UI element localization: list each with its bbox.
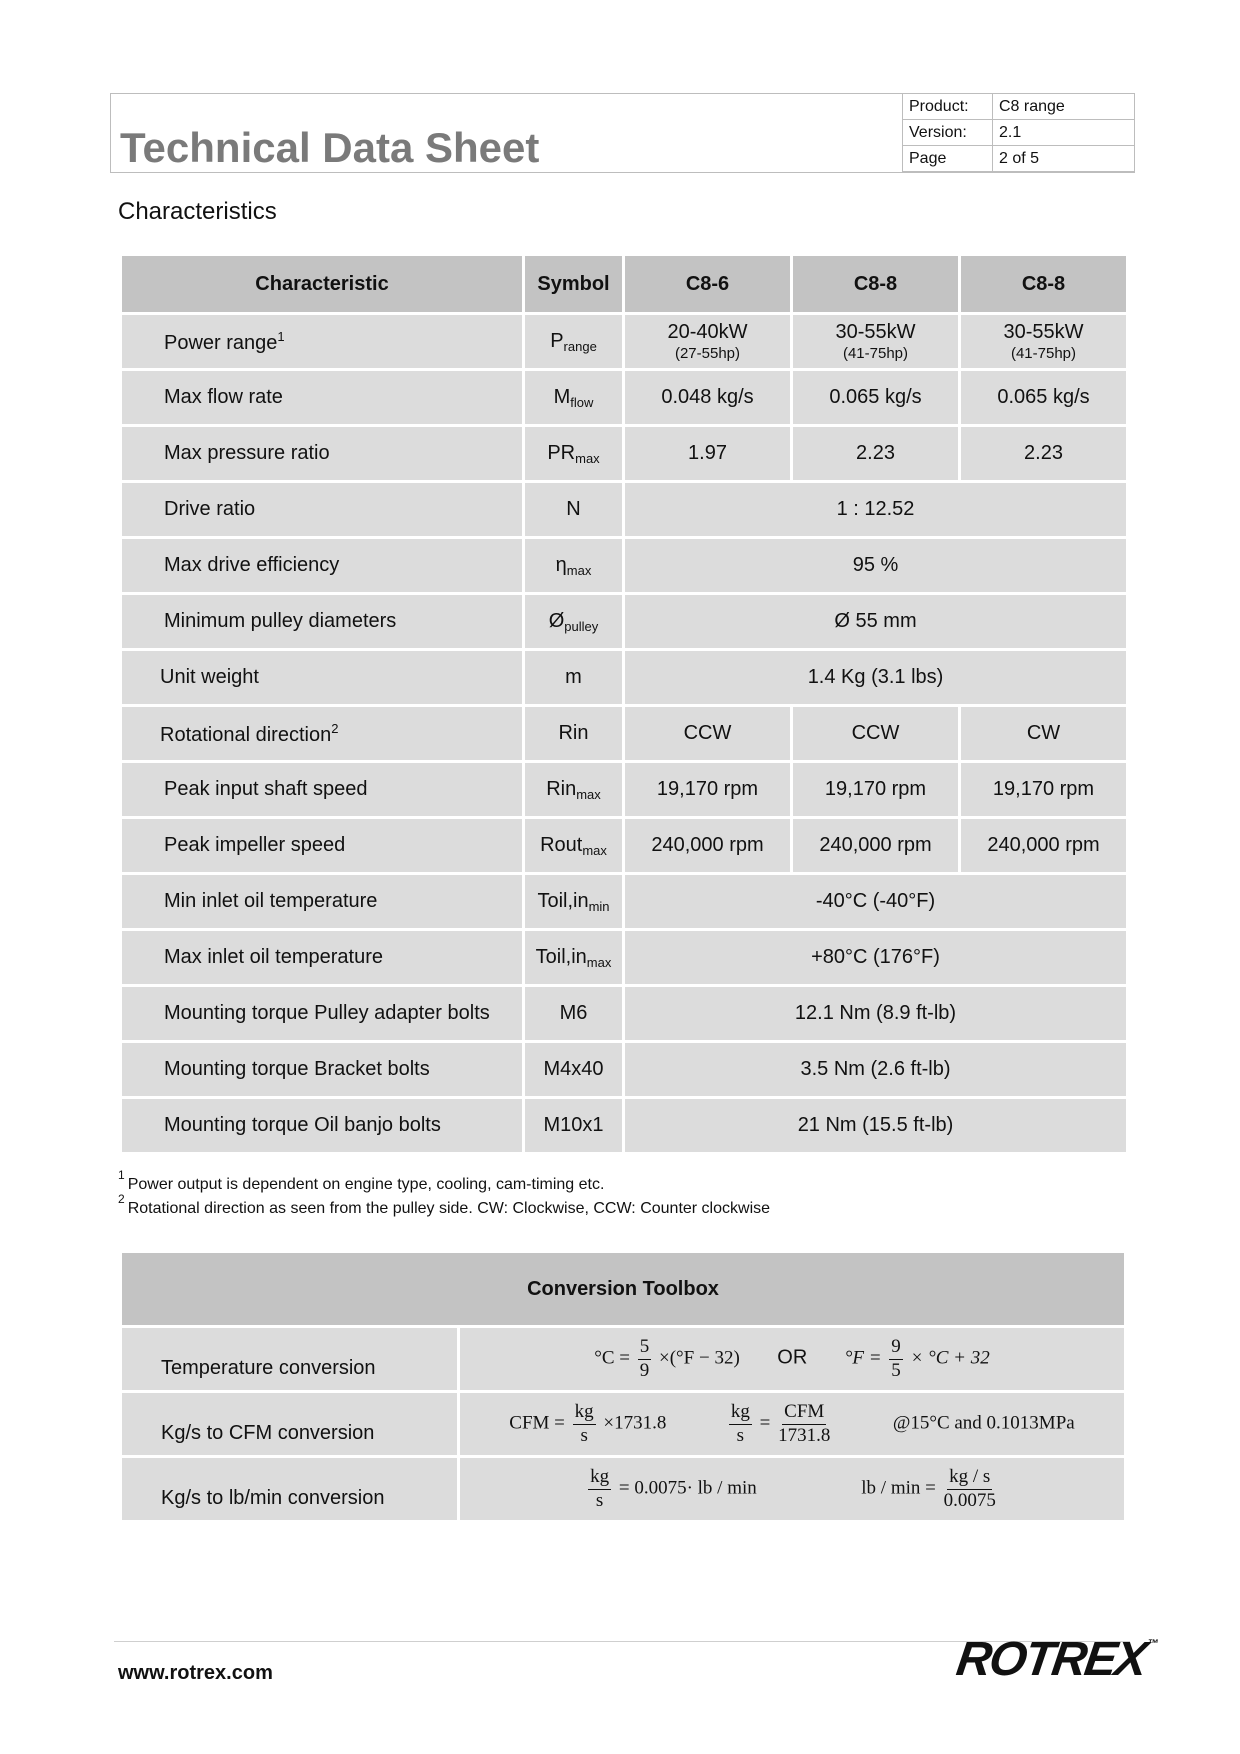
column-header-symbol: Symbol [525, 256, 622, 312]
info-value: 2.1 [993, 120, 1135, 146]
row-value: 95 % [625, 539, 1126, 592]
row-value: 20-40kW (27-55hp) [625, 315, 790, 368]
characteristics-table [119, 253, 1129, 1155]
row-value: +80°C (176°F) [625, 931, 1126, 984]
row-value: 19,170 rpm [793, 763, 958, 816]
conversion-label: Kg/s to CFM conversion [122, 1393, 457, 1455]
row-label: Min inlet oil temperature [122, 875, 522, 928]
table-row-minimum-pulley-diameters [122, 595, 1126, 648]
row-value: 30-55kW (41-75hp) [961, 315, 1126, 368]
table-row-torque-pulley-adapter-bolts [122, 987, 1126, 1040]
row-symbol: Rout$_{max}$ [525, 819, 622, 872]
row-label: Max pressure ratio [122, 427, 522, 480]
row-label: Power range$^1$ [122, 315, 522, 368]
document-title: Technical Data Sheet [120, 124, 540, 171]
column-header-c8-6: C8-6 [625, 256, 790, 312]
table-row-max-pressure-ratio [122, 427, 1126, 480]
table-row-min-inlet-oil-temperature [122, 875, 1126, 928]
conversion-title: Conversion Toolbox [122, 1253, 1124, 1325]
row-label: Mounting torque Oil banjo bolts [122, 1099, 522, 1152]
row-symbol: $\eta_{max}$ [525, 539, 622, 592]
row-value: 1.97 [625, 427, 790, 480]
row-label: Minimum pulley diameters [122, 595, 522, 648]
info-key: Product: [903, 94, 993, 120]
row-symbol: $P_{range}$ [525, 315, 622, 368]
row-value: 240,000 rpm [625, 819, 790, 872]
row-label: Max drive efficiency [122, 539, 522, 592]
row-value: 0.065 kg/s [793, 371, 958, 424]
row-value: 1 : 12.52 [625, 483, 1126, 536]
row-label: Max inlet oil temperature [122, 931, 522, 984]
row-value: CCW [625, 707, 790, 760]
row-symbol: $M_{flow}$ [525, 371, 622, 424]
cfm-formula: CFM = $\frac{kg}{s}$ ×1731.8 $\frac{kg}{s}$ = $\frac{\text{CFM}}{1731.8}$ @15°C and 0.1013MPa [460, 1393, 1124, 1455]
conversion-label: Kg/s to lb/min conversion [122, 1458, 457, 1520]
row-value: 19,170 rpm [625, 763, 790, 816]
table-row-power-range [122, 315, 1126, 368]
lbmin-formula: $\frac{kg}{s}$ = 0.0075· lb / min lb / min = $\frac{kg / s}{0.0075}$ [460, 1458, 1124, 1520]
row-value: 0.048 kg/s [625, 371, 790, 424]
section-title: Characteristics [118, 198, 277, 225]
column-header-characteristic: Characteristic [122, 256, 522, 312]
row-value: 19,170 rpm [961, 763, 1126, 816]
row-value: 12.1 Nm (8.9 ft-lb) [625, 987, 1126, 1040]
row-symbol: Rin$_{max}$ [525, 763, 622, 816]
row-value: 2.23 [793, 427, 958, 480]
row-value: CCW [793, 707, 958, 760]
temperature-formula: °C = $\frac{5}{9}$ ×(°F − 32) OR °F = $\frac{9}{5}$ × °C + 32 [460, 1328, 1124, 1390]
row-value: 21 Nm (15.5 ft-lb) [625, 1099, 1126, 1152]
conversion-row-temperature [122, 1328, 1124, 1390]
row-value: 2.23 [961, 427, 1126, 480]
table-row-max-flow-rate [122, 371, 1126, 424]
row-value: 3.5 Nm (2.6 ft-lb) [625, 1043, 1126, 1096]
table-row-rotational-direction [122, 707, 1126, 760]
document-info-table [902, 93, 1135, 172]
row-value: 30-55kW (41-75hp) [793, 315, 958, 368]
row-value: 0.065 kg/s [961, 371, 1126, 424]
info-value: 2 of 5 [993, 146, 1135, 172]
row-label: Peak input shaft speed [122, 763, 522, 816]
row-symbol: $Ø_{pulley}$ [525, 595, 622, 648]
row-label: Max flow rate [122, 371, 522, 424]
row-symbol: M10x1 [525, 1099, 622, 1152]
row-symbol: $Toil,in_{max}$ [525, 931, 622, 984]
row-value: 1.4 Kg (3.1 lbs) [625, 651, 1126, 704]
row-symbol: N [525, 483, 622, 536]
table-row-max-drive-efficiency [122, 539, 1126, 592]
row-symbol: $PR_{max}$ [525, 427, 622, 480]
info-key: Page [903, 146, 993, 172]
row-value: Ø 55 mm [625, 595, 1126, 648]
row-symbol: M4x40 [525, 1043, 622, 1096]
row-value: 240,000 rpm [961, 819, 1126, 872]
conversion-row-kgs-to-cfm [122, 1393, 1124, 1455]
row-label: Rotational direction$^2$ [122, 707, 522, 760]
website-url: www.rotrex.com [118, 1662, 273, 1684]
conversion-row-kgs-to-lbmin [122, 1458, 1124, 1520]
row-value: 240,000 rpm [793, 819, 958, 872]
footnote-1: $^1$Power output is dependent on engine type, cooling, cam-timing etc. [118, 1168, 605, 1193]
row-symbol: m [525, 651, 622, 704]
row-label: Drive ratio [122, 483, 522, 536]
header-box [110, 93, 1135, 173]
footnote-2: $^2$Rotational direction as seen from the pulley side. CW: Clockwise, CCW: Counter clockwise [118, 1192, 771, 1217]
table-row-peak-input-shaft-speed [122, 763, 1126, 816]
row-label: Mounting torque Pulley adapter bolts [122, 987, 522, 1040]
rotrex-logo: ROTREX™ [953, 1633, 1160, 1686]
row-symbol: M6 [525, 987, 622, 1040]
info-row-page [903, 146, 1135, 172]
row-symbol: $Toil,in_{min}$ [525, 875, 622, 928]
column-header-c8-8-b: C8-8 [961, 256, 1126, 312]
table-row-torque-oil-banjo-bolts [122, 1099, 1126, 1152]
info-key: Version: [903, 120, 993, 146]
table-row-torque-bracket-bolts [122, 1043, 1126, 1096]
conversion-toolbox-table [119, 1250, 1127, 1523]
table-row-max-inlet-oil-temperature [122, 931, 1126, 984]
table-row-unit-weight [122, 651, 1126, 704]
row-label: Peak impeller speed [122, 819, 522, 872]
table-header-row [122, 256, 1126, 312]
row-symbol: Rin [525, 707, 622, 760]
info-row-version [903, 120, 1135, 146]
table-row-drive-ratio [122, 483, 1126, 536]
info-value: C8 range [993, 94, 1135, 120]
row-label: Mounting torque Bracket bolts [122, 1043, 522, 1096]
row-value: CW [961, 707, 1126, 760]
conversion-header-row [122, 1253, 1124, 1325]
row-label: Unit weight [122, 651, 522, 704]
conversion-label: Temperature conversion [122, 1328, 457, 1390]
row-value: -40°C (-40°F) [625, 875, 1126, 928]
info-row-product [903, 94, 1135, 120]
column-header-c8-8-a: C8-8 [793, 256, 958, 312]
table-row-peak-impeller-speed [122, 819, 1126, 872]
